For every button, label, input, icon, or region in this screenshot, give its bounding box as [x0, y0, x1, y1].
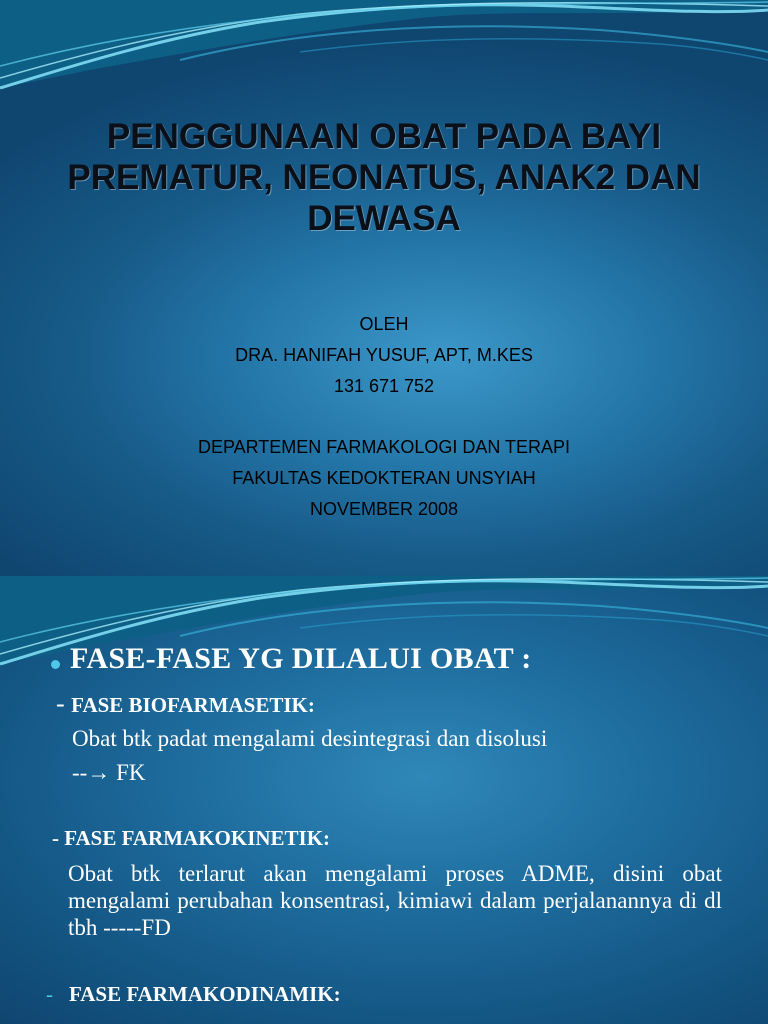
- title-line-1: PENGGUNAAN OBAT PADA BAYI: [106, 117, 662, 156]
- content-slide: [0, 576, 768, 1024]
- phase-1-text-line-2: --→ FK: [72, 760, 146, 785]
- bullet-icon: [51, 660, 60, 669]
- phase-1-text-line-1: Obat btk padat mengalami desintegrasi dan disolusi: [72, 726, 548, 751]
- faculty-name: FAKULTAS KEDOKTERAN UNSYIAH: [232, 468, 536, 488]
- slide-heading: FASE-FASE YG DILALUI OBAT :: [70, 642, 532, 675]
- by-label: OLEH: [359, 314, 409, 334]
- department-name: DEPARTEMEN FARMAKOLOGI DAN TERAPI: [197, 437, 571, 457]
- phase-3-heading: [46, 982, 341, 1007]
- slide-title: [40, 116, 728, 239]
- phase-2-heading: [52, 826, 330, 851]
- phase-2-title: - FASE FARMAKOKINETIK:: [52, 826, 331, 850]
- presentation-date: NOVEMBER 2008: [309, 499, 459, 519]
- phase-1-heading: [56, 689, 315, 719]
- phase-3-dash: -: [46, 982, 53, 1006]
- title-line-3: DEWASA: [307, 199, 461, 238]
- phase-1-title: FASE BIOFARMASETIK:: [71, 693, 315, 717]
- phase-3-title: FASE FARMAKODINAMIK:: [69, 982, 341, 1006]
- author-name: DRA. HANIFAH YUSUF, APT, M.KES: [235, 345, 533, 365]
- phase-2-text: Obat btk terlarut akan mengalami proses ADME, disini obat mengalami perubahan konsentrasi, kimiawi dalam perjalanannya di dl tbh -----FD: [68, 861, 722, 940]
- wave-decoration: [0, 0, 768, 110]
- title-line-2: PREMATUR, NEONATUS, ANAK2 DAN: [67, 158, 701, 197]
- author-nip: 131 671 752: [333, 376, 435, 396]
- phase-1-dash: -: [56, 689, 72, 718]
